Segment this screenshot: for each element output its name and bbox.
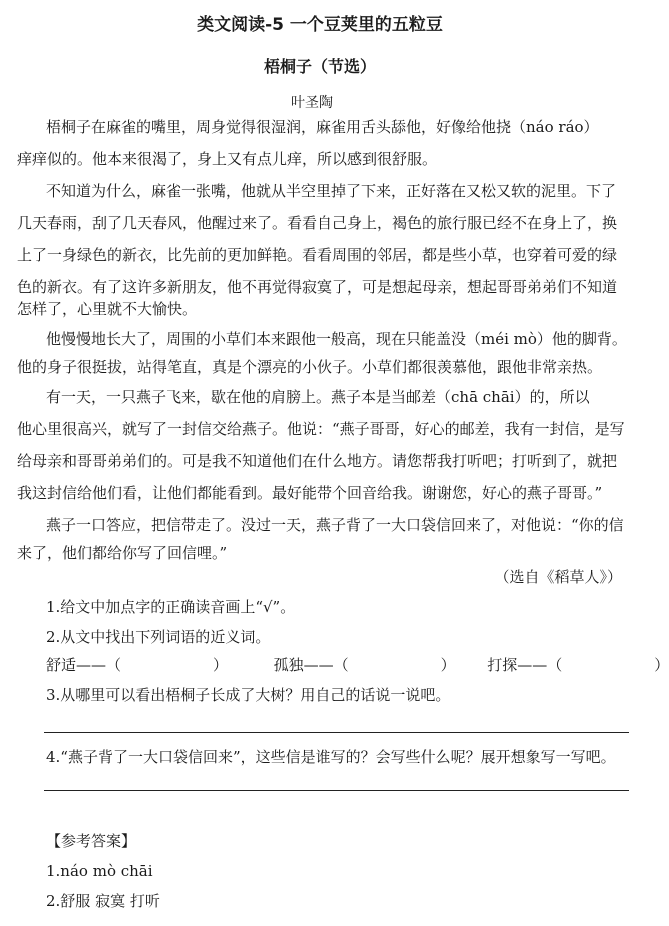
passage-line: 怎样了，心里就不大愉快。 (17, 300, 198, 318)
synonym-item-label: 孤独——（ (273, 656, 349, 674)
source-citation: （选自《稻草人》） (494, 568, 622, 586)
author: 叶圣陶 (291, 95, 333, 111)
passage-line: 我这封信给他们看，让他们都能看到。最好能带个回音给我。谢谢您，好心的燕子哥哥。” (17, 484, 603, 502)
passage-line: 梧桐子在麻雀的嘴里，周身觉得很湿润，麻雀用舌头舔他，好像给他挠（náo ráo） (46, 118, 599, 136)
passage-line: 有一天，一只燕子飞来，歇在他的肩膀上。燕子本是当邮差（chā chāi）的，所以 (46, 388, 590, 406)
passage-line: 他的身子很挺拔，站得笔直，真是个漂亮的小伙子。小草们都很羡慕他，跟他非常亲热。 (17, 358, 603, 376)
passage-line: 几天春雨，刮了几天春风，他醒过来了。看看自己身上，褐色的旅行服已经不在身上了，换 (17, 214, 618, 232)
answer-1: 1.náo mò chāi (46, 862, 153, 880)
question-2: 2.从文中找出下列词语的近义词。 (46, 628, 271, 646)
passage-line: 他慢慢地长大了，周围的小草们本来跟他一般高，现在只能盖没（méi mò）他的脚背。 (46, 330, 627, 348)
question-3: 3.从哪里可以看出梧桐子长成了大树？用自己的话说一说吧。 (46, 686, 451, 704)
passage-title: 梧桐子（节选） (263, 57, 376, 76)
passage-line: 色的新衣。有了这许多新朋友，他不再觉得寂寞了，可是想起母亲，想起哥哥弟弟们不知道 (17, 278, 618, 296)
synonym-item-label: 打探——（ (487, 656, 563, 674)
page-title: 类文阅读-5 一个豆荚里的五粒豆 (197, 15, 443, 35)
question-4: 4.“燕子背了一大口袋信回来”，这些信是谁写的？会写些什么呢？展开想象写一写吧。 (46, 748, 616, 766)
question-1: 1.给文中加点字的正确读音画上“√”。 (46, 598, 296, 616)
synonym-item-label: 舒适——（ (46, 656, 122, 674)
synonym-items (46, 656, 669, 674)
passage-line: 不知道为什么，麻雀一张嘴，他就从半空里掉了下来，正好落在又松又软的泥里。下了 (46, 182, 617, 200)
passage-line: 给母亲和哥哥弟弟们的。可是我不知道他们在什么地方。请您帮我打听吧；打听到了，就把 (17, 452, 618, 470)
blank-close: ） (654, 656, 669, 674)
answer-line-q3[interactable] (44, 732, 629, 733)
passage-line: 痒痒似的。他本来很渴了，身上又有点儿痒，所以感到很舒服。 (17, 150, 438, 168)
answers-heading: 【参考答案】 (46, 832, 137, 850)
passage-line: 他心里很高兴，就写了一封信交给燕子。他说：“燕子哥哥，好心的邮差，我有一封信，是写 (17, 420, 625, 438)
answer-line-q4[interactable] (44, 790, 629, 791)
answer-2: 2.舒服 寂寞 打听 (46, 892, 160, 910)
blank-close: ） (440, 656, 456, 674)
passage-line: 来了，他们都给你写了回信哩。” (17, 544, 228, 562)
passage-line: 燕子一口答应，把信带走了。没过一天，燕子背了一大口袋信回来了，对他说：“你的信 (46, 516, 624, 534)
blank-close: ） (213, 656, 229, 674)
passage-line: 上了一身绿色的新衣，比先前的更加鲜艳。看看周围的邻居，都是些小草，也穿着可爱的绿 (17, 246, 618, 264)
